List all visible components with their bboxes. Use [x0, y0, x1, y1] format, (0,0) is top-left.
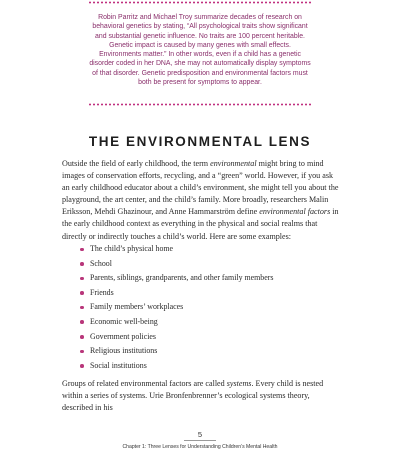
- list-item-text: Family members’ workplaces: [90, 302, 184, 312]
- pull-quote-box: [88, 0, 312, 108]
- list-item: [80, 257, 273, 272]
- bullet-icon: [80, 350, 84, 354]
- list-item: [80, 359, 273, 374]
- bullet-icon: [80, 335, 84, 339]
- bullet-icon: [80, 248, 84, 252]
- bullet-icon: [80, 277, 84, 281]
- dotted-divider-bottom: [88, 103, 312, 106]
- list-item: [80, 330, 273, 345]
- dotted-divider-top: [88, 1, 312, 4]
- examples-list: [80, 242, 273, 373]
- systems-paragraph: [62, 378, 340, 414]
- list-item-text: Economic well-being: [90, 316, 158, 326]
- list-item-text: Religious institutions: [90, 346, 158, 356]
- list-item: [80, 242, 273, 257]
- intro-text-2: might bring to mind images of conservation efforts, recycling, and a “green” world. However, if you ask an early childhood educator about a child’s environment, she might tell you about the playground, the art center, and the child’s family. More broadly, researchers Malin Eriksson, Mehdi Ghazinour, and Anne Hammarström define: [62, 159, 339, 217]
- intro-text-1: Outside the field of early childhood, the term: [62, 159, 211, 168]
- systems-text-2: . Every child is nested within a series of systems. Urie Bronfenbrenner’s ecological systems theory, described in his: [62, 379, 324, 413]
- pull-quote-text: Robin Parritz and Michael Troy summarize decades of research on behavioral genetics by stating, “All psychological traits show significant and substantial genetic influence. No traits are 100 percent heritable. Genetic impact is caused by many genes with small effects. Environments matter.” In other words, even if a child has a genetic disorder coded in her DNA, she may not automatically display symptoms of that disorder. Genetic predisposition and environmental factors must both be present for symptoms to appear.: [89, 14, 311, 87]
- section-heading: THE ENVIRONMENTAL LENS: [88, 134, 312, 149]
- intro-text-3: in the early childhood context as everything in the physical and social realms that directly or indirectly touches a child’s world. Here are some examples:: [62, 207, 339, 241]
- list-item: [80, 271, 273, 286]
- bullet-icon: [80, 320, 84, 324]
- systems-text-1: Groups of related environmental factors are called: [62, 379, 227, 388]
- systems-emphasis: systems: [226, 379, 252, 388]
- bullet-icon: [80, 262, 84, 266]
- list-item: [80, 300, 273, 315]
- list-item: [80, 315, 273, 330]
- chapter-title: Chapter 1: Three Lenses for Understanding Children’s Mental Health: [122, 444, 278, 450]
- bullet-icon: [80, 291, 84, 295]
- list-item-text: School: [90, 258, 112, 268]
- bullet-icon: [80, 306, 84, 310]
- list-item: [80, 286, 273, 301]
- list-item-text: Social institutions: [90, 360, 147, 370]
- intro-emphasis-2: environmental factors: [259, 207, 331, 217]
- list-item: [80, 344, 273, 359]
- page-footer: [0, 424, 400, 451]
- bullet-icon: [80, 364, 84, 368]
- intro-paragraph: [62, 158, 340, 243]
- intro-emphasis-1: environmental: [210, 159, 257, 168]
- list-item-text: Government policies: [90, 331, 156, 341]
- list-item-text: Parents, siblings, grandparents, and other family members: [90, 273, 274, 283]
- list-item-text: The child’s physical home: [90, 244, 174, 253]
- list-item-text: Friends: [90, 287, 114, 297]
- page-number: 5: [184, 431, 216, 441]
